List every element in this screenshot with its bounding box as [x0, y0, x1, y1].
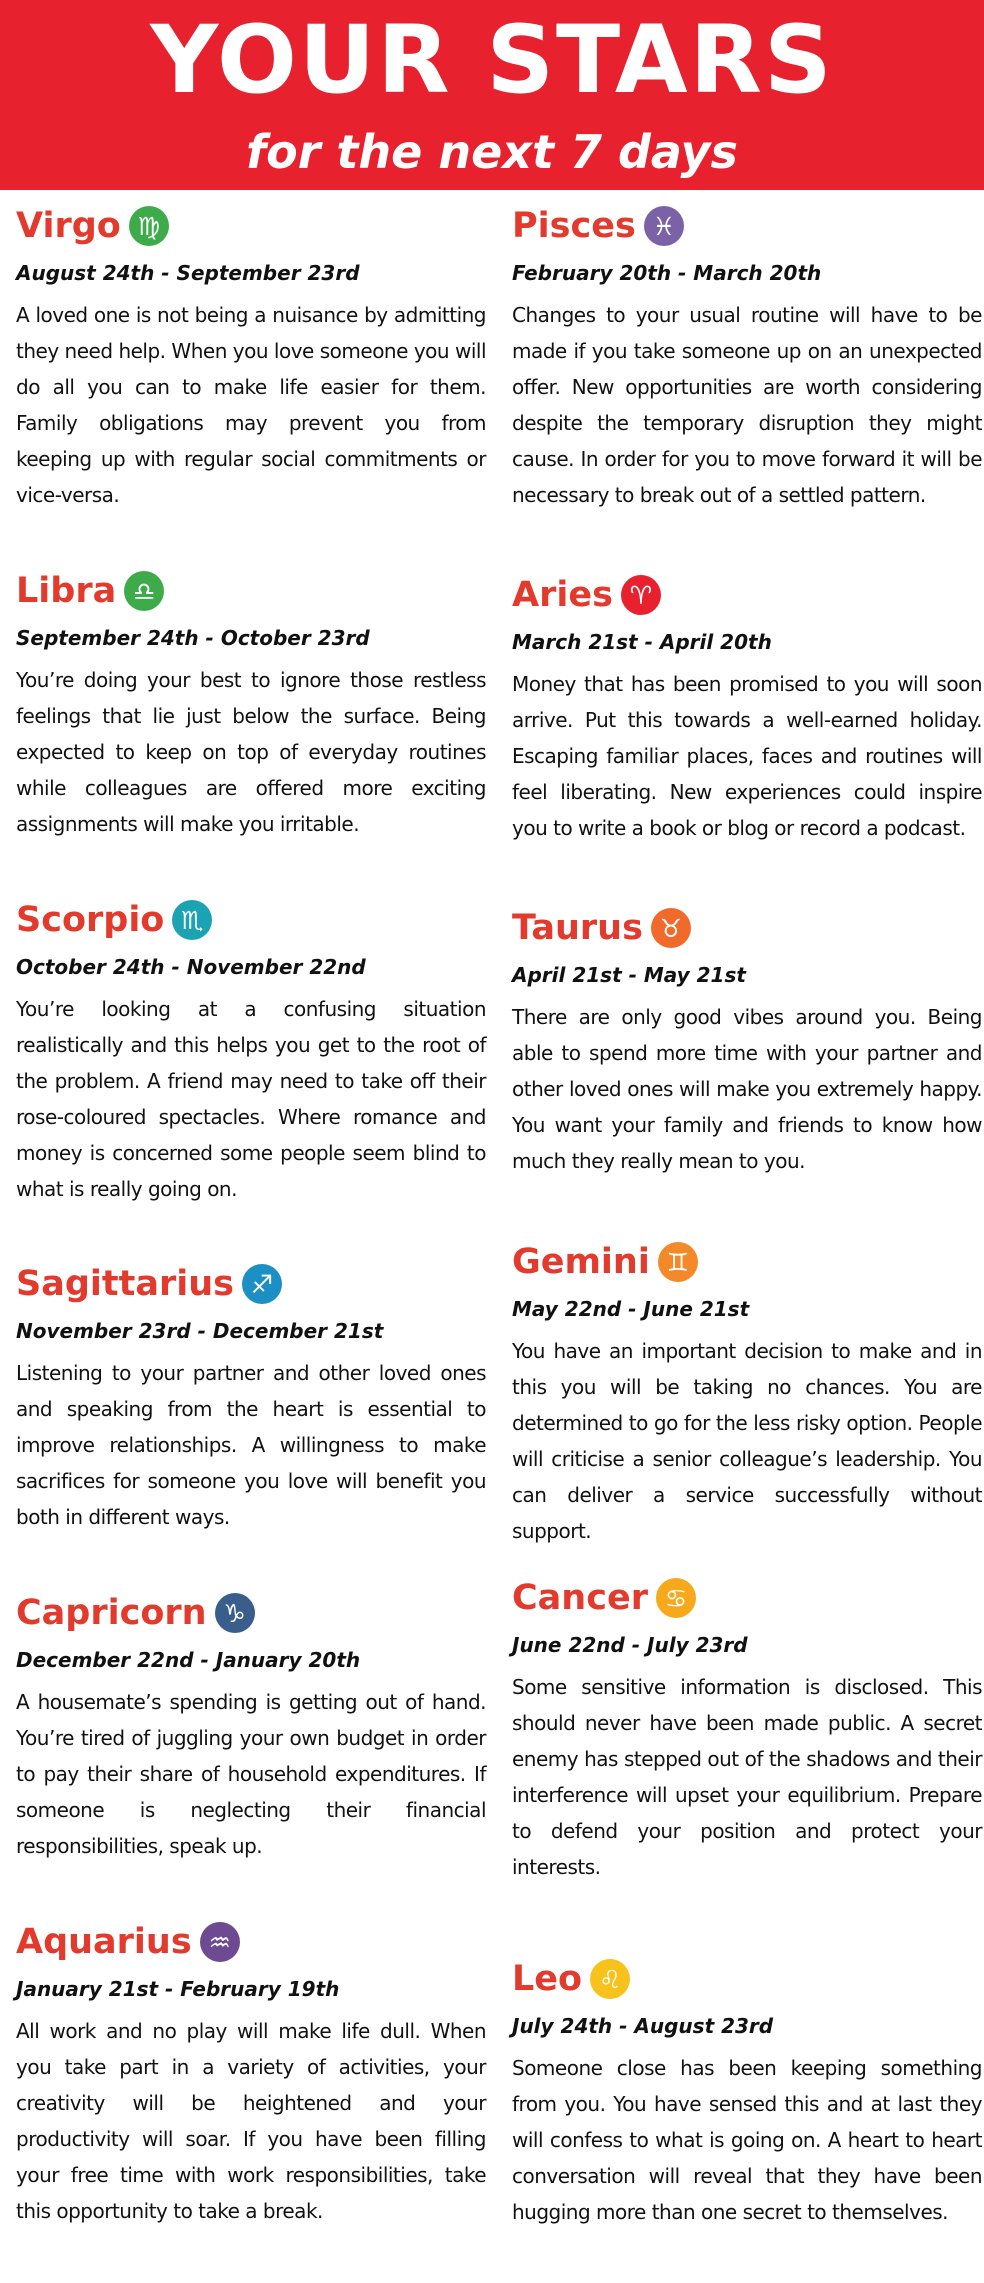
sign-aquarius — [16, 1917, 486, 2229]
sign-name: Virgo — [16, 206, 121, 246]
sign-dates: October 24th - November 22nd — [16, 955, 366, 979]
sign-name: Libra — [16, 571, 117, 611]
sign-text: All work and no play will make life dull. When you take part in a variety of activities, your creativity will be heightened and your productivity will soar. If you have been filling your free time with work responsibilities, take this opportunity to take a break. — [16, 2019, 486, 2223]
sign-sagittarius — [16, 1259, 486, 1535]
sign-name: Gemini — [512, 1242, 650, 1282]
sign-dates: June 22nd - July 23rd — [512, 1633, 748, 1657]
sign-name: Leo — [512, 1959, 583, 1999]
sign-text: Listening to your partner and other loved ones and speaking from the heart is essential to improve relationships. A willingness to make sacrifices for someone you love will benefit you both in different ways. — [16, 1361, 486, 1529]
sign-dates: March 21st - April 20th — [512, 630, 772, 654]
sign-name: Capricorn — [16, 1593, 207, 1633]
sign-capricorn — [16, 1588, 486, 1864]
sign-aries — [512, 570, 982, 846]
sign-taurus — [512, 903, 982, 1179]
taurus-icon: ♉ — [651, 908, 691, 948]
sign-dates: September 24th - October 23rd — [16, 626, 370, 650]
sign-text: You have an important decision to make and in this you will be taking no chances. You are determined to go for the less risky option. People will criticise a senior colleague’s leadership. You can deliver a service successfully without support. — [512, 1339, 982, 1543]
sign-text: There are only good vibes around you. Being able to spend more time with your partner and other loved ones will make you extremely happy. You want your family and friends to know how much they really mean to you. — [512, 1005, 982, 1173]
sagittarius-icon: ♐ — [242, 1264, 282, 1304]
sign-dates: February 20th - March 20th — [512, 261, 822, 285]
sign-text: Someone close has been keeping something from you. You have sensed this and at last they will confess to what is going on. A heart to heart conversation will reveal that they have been hugging more than one secret to themselves. — [512, 2056, 982, 2224]
sign-dates: July 24th - August 23rd — [512, 2014, 774, 2038]
sign-text: You’re doing your best to ignore those restless feelings that lie just below the surface. Being expected to keep on top of everyday routines while colleagues are offered more exciting assignments will make you irritable. — [16, 668, 486, 836]
cancer-icon: ♋ — [656, 1578, 696, 1618]
sign-name: Scorpio — [16, 900, 165, 940]
capricorn-icon: ♑ — [215, 1593, 255, 1633]
gemini-icon: ♊ — [658, 1242, 698, 1282]
aquarius-icon: ♒ — [200, 1922, 240, 1962]
sign-text: Some sensitive information is disclosed. This should never have been made public. A secret enemy has stepped out of the shadows and their interference will upset your equilibrium. Prepare to defend your position and protect your interests. — [512, 1675, 982, 1879]
sign-name: Aquarius — [16, 1922, 192, 1962]
aries-icon: ♈ — [621, 575, 661, 615]
sign-text: A loved one is not being a nuisance by admitting they need help. When you love someone you will do all you can to make life easier for them. Family obligations may prevent you from keeping up with regular social commitments or vice-versa. — [16, 303, 486, 507]
pisces-icon: ♓ — [644, 206, 684, 246]
sign-libra — [16, 566, 486, 842]
sign-gemini — [512, 1237, 982, 1549]
sign-name: Cancer — [512, 1578, 648, 1618]
sign-pisces — [512, 201, 982, 513]
sign-virgo — [16, 201, 486, 513]
sign-dates: April 21st - May 21st — [512, 963, 746, 987]
sign-cancer — [512, 1573, 982, 1885]
virgo-icon: ♍ — [129, 206, 169, 246]
page-title: YOUR STARS — [150, 6, 834, 115]
sign-dates: May 22nd - June 21st — [512, 1297, 750, 1321]
sign-name: Aries — [512, 575, 613, 615]
page-subtitle: for the next 7 days — [246, 125, 738, 179]
sign-name: Taurus — [512, 908, 643, 948]
sign-dates: August 24th - September 23rd — [16, 261, 360, 285]
sign-leo — [512, 1954, 982, 2230]
sign-dates: November 23rd - December 21st — [16, 1319, 384, 1343]
libra-icon: ♎ — [124, 571, 164, 611]
sign-name: Pisces — [512, 206, 636, 246]
leo-icon: ♌ — [590, 1959, 630, 1999]
sign-text: A housemate’s spending is getting out of hand. You’re tired of juggling your own budget in order to pay their share of household expenditures. If someone is neglecting their financial responsibilities, speak up. — [16, 1690, 486, 1858]
sign-text: Changes to your usual routine will have to be made if you take someone up on an unexpected offer. New opportunities are worth considering despite the temporary disruption they might cause. In order for you to move forward it will be necessary to break out of a settled pattern. — [512, 303, 982, 507]
sign-scorpio — [16, 895, 486, 1207]
scorpio-icon: ♏ — [172, 900, 212, 940]
sign-name: Sagittarius — [16, 1264, 234, 1304]
header-banner — [0, 0, 984, 190]
sign-dates: January 21st - February 19th — [16, 1977, 340, 2001]
sign-text: You’re looking at a confusing situation realistically and this helps you get to the root of the problem. A friend may need to take off their rose-coloured spectacles. Where romance and money is concerned some people seem blind to what is really going on. — [16, 997, 486, 1201]
sign-dates: December 22nd - January 20th — [16, 1648, 361, 1672]
sign-text: Money that has been promised to you will soon arrive. Put this towards a well-earned holiday. Escaping familiar places, faces and routines will feel liberating. New experiences could inspire you to write a book or blog or record a podcast. — [512, 672, 982, 840]
